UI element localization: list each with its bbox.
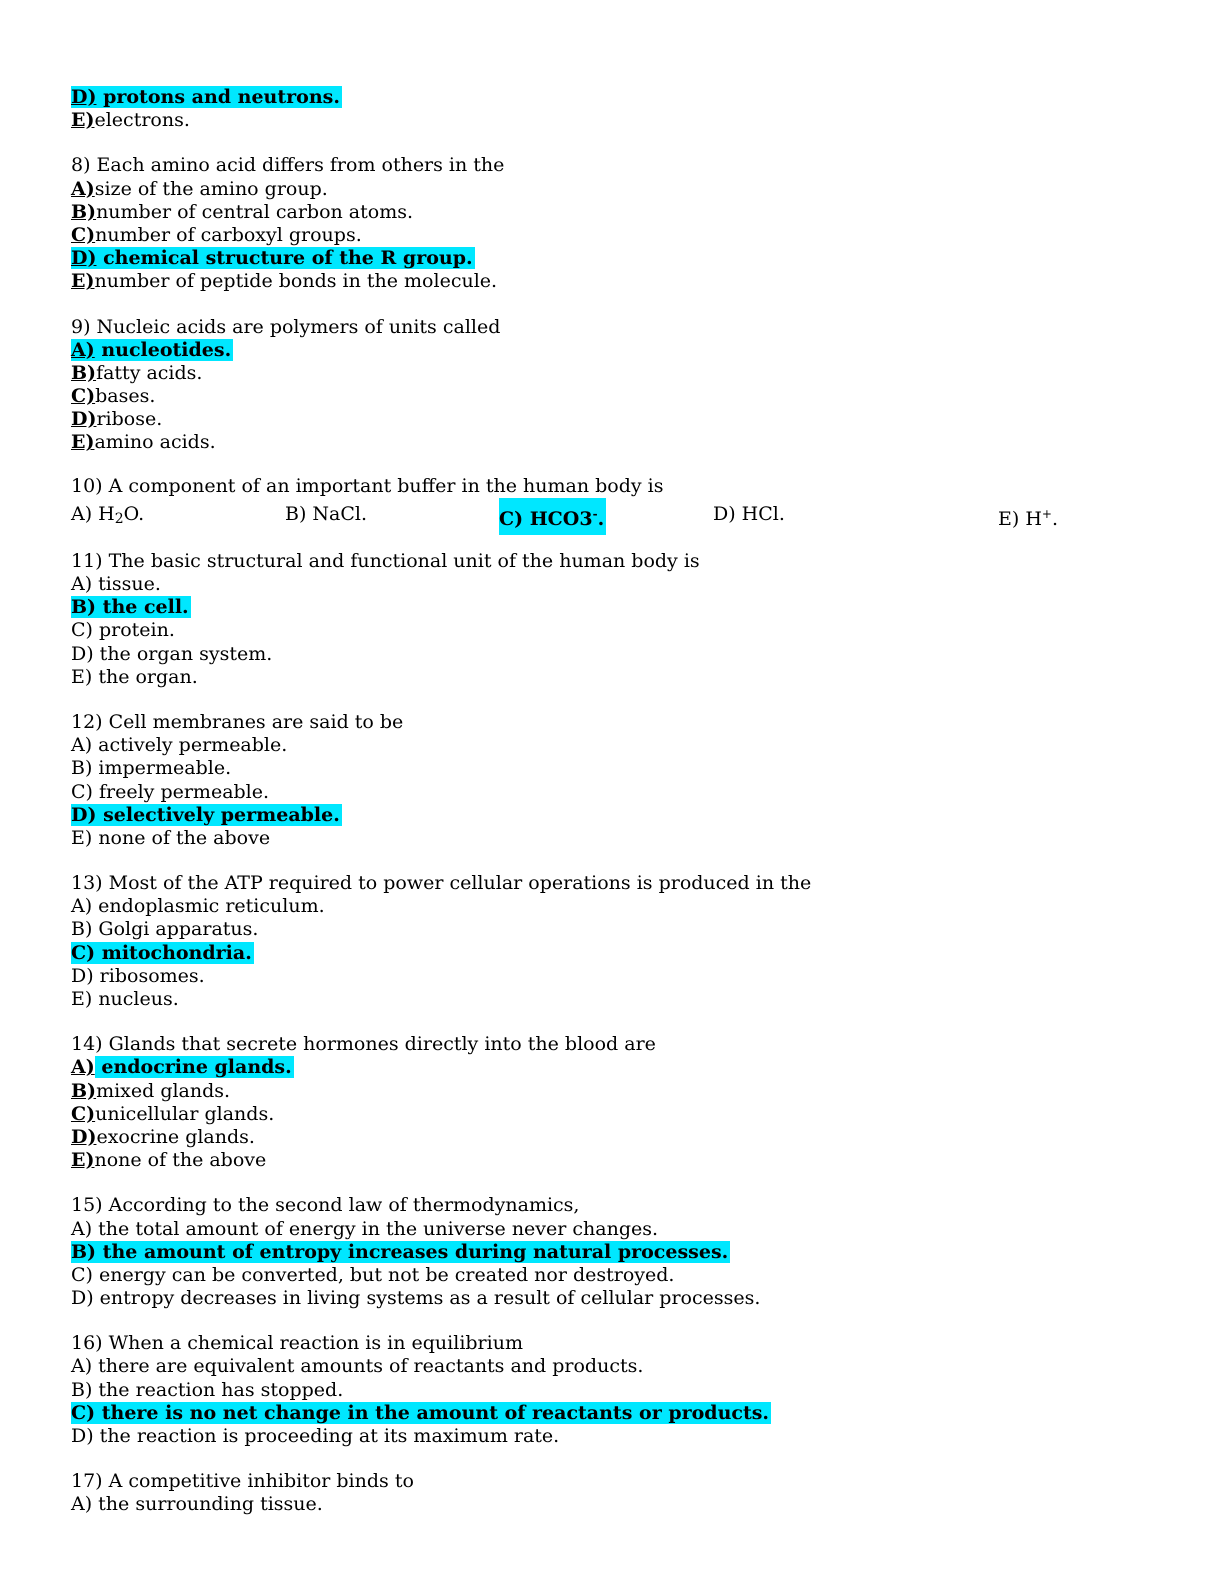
q10-options-row xyxy=(71,498,1151,530)
q8-option-c: C)number of carboxyl groups. xyxy=(71,223,362,246)
q7-option-d: D) protons and neutrons. xyxy=(71,86,340,108)
q13-option-a: A) endoplasmic reticulum. xyxy=(71,895,325,918)
q15-option-c: C) energy can be converted, but not be created nor destroyed. xyxy=(71,1263,675,1286)
q14-option-e: E)none of the above xyxy=(71,1149,267,1172)
q15-stem: 15) According to the second law of thermodynamics, xyxy=(71,1194,580,1217)
q17-stem: 17) A competitive inhibitor binds to xyxy=(71,1470,414,1493)
q12-option-b: B) impermeable. xyxy=(71,757,232,780)
q11-option-c: C) protein. xyxy=(71,619,175,642)
q15-option-a: A) the total amount of energy in the universe never changes. xyxy=(71,1217,659,1240)
q17-option-a: A) the surrounding tissue. xyxy=(71,1493,323,1516)
q12-option-d: D) selectively permeable. xyxy=(71,803,340,826)
q14-option-a: A) endocrine glands. xyxy=(71,1056,292,1079)
q11-option-e: E) the organ. xyxy=(71,665,198,688)
q11-stem: 11) The basic structural and functional unit of the human body is xyxy=(71,549,700,572)
q14-option-c: C)unicellular glands. xyxy=(71,1102,275,1125)
q15-option-d: D) entropy decreases in living systems as a result of cellular processes. xyxy=(71,1287,761,1310)
q13-option-b: B) Golgi apparatus. xyxy=(71,918,259,941)
q7-option-e: E)electrons. xyxy=(71,109,190,132)
q11-option-b: B) the cell. xyxy=(71,596,189,619)
q16-option-d: D) the reaction is proceeding at its maximum rate. xyxy=(71,1425,560,1447)
q9-option-e: E)amino acids. xyxy=(71,431,216,454)
q16-option-c: C) there is no net change in the amount of reactants or products. xyxy=(71,1401,770,1424)
q8-stem: 8) Each amino acid differs from others in the xyxy=(71,154,505,177)
document-page xyxy=(71,86,1151,1517)
q14-stem: 14) Glands that secrete hormones directly into the blood are xyxy=(71,1033,656,1056)
q12-option-e: E) none of the above xyxy=(71,826,271,849)
q8-option-e: E)number of peptide bonds in the molecule. xyxy=(71,270,498,293)
q10-option-e: E) H+. xyxy=(998,506,1059,530)
q12-stem: 12) Cell membranes are said to be xyxy=(71,710,404,733)
q13-option-e: E) nucleus. xyxy=(71,988,179,1010)
q10-option-b: B) NaCl. xyxy=(285,502,368,525)
q9-option-a: A) nucleotides. xyxy=(71,338,232,361)
q9-option-d: D)ribose. xyxy=(71,408,163,431)
q9-stem: 9) Nucleic acids are polymers of units called xyxy=(71,315,501,338)
q16-option-b: B) the reaction has stopped. xyxy=(71,1378,344,1401)
q14-option-d: D)exocrine glands. xyxy=(71,1125,255,1148)
q13-option-c: C) mitochondria. xyxy=(71,941,252,964)
q16-option-a: A) there are equivalent amounts of reactants and products. xyxy=(71,1355,644,1378)
q10-option-c: C) HCO3-. xyxy=(499,498,606,535)
q10-option-d: D) HCl. xyxy=(713,502,785,525)
q8-option-a: A)size of the amino group. xyxy=(71,177,328,200)
q10-stem: 10) A component of an important buffer in the human body is xyxy=(71,474,664,497)
q13-stem: 13) Most of the ATP required to power cellular operations is produced in the xyxy=(71,872,812,895)
q11-option-d: D) the organ system. xyxy=(71,642,273,665)
q8-option-d: D) chemical structure of the R group. xyxy=(71,247,473,270)
q16-stem: 16) When a chemical reaction is in equilibrium xyxy=(71,1332,523,1355)
q11-option-a: A) tissue. xyxy=(71,573,161,595)
q13-option-d: D) ribosomes. xyxy=(71,964,205,987)
q14-option-b: B)mixed glands. xyxy=(71,1079,231,1102)
q12-option-a: A) actively permeable. xyxy=(71,734,288,757)
q15-option-b: B) the amount of entropy increases during natural processes. xyxy=(71,1240,729,1263)
q8-option-b: B)number of central carbon atoms. xyxy=(71,200,414,223)
q12-option-c: C) freely permeable. xyxy=(71,780,270,803)
q9-option-b: B)fatty acids. xyxy=(71,361,203,384)
q10-option-a: A) $H_2O$. xyxy=(71,502,145,527)
q9-option-c: C)bases. xyxy=(71,385,156,408)
